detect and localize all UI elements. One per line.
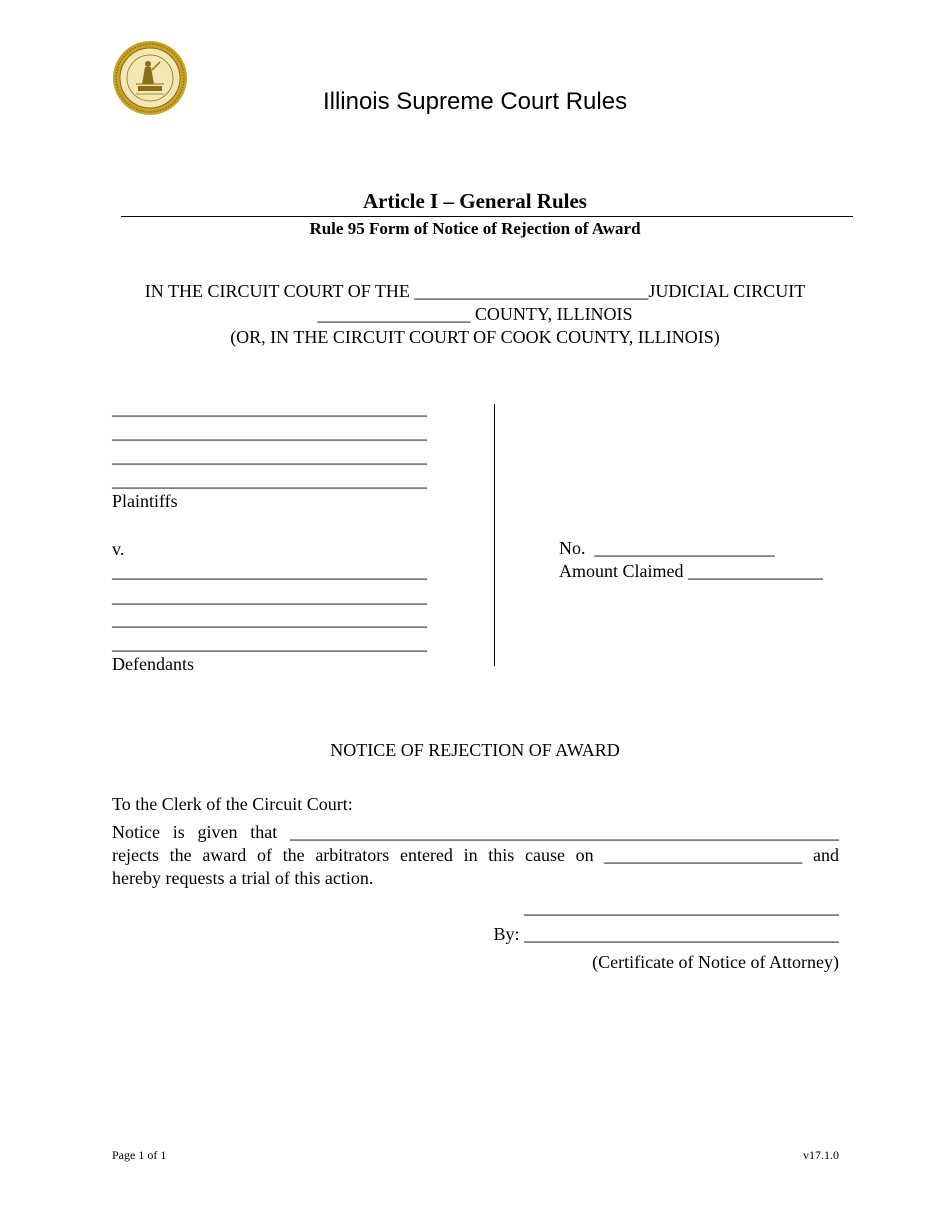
court-caption-line2: _________________ COUNTY, ILLINOIS — [317, 304, 633, 324]
court-caption-line1: IN THE CIRCUIT COURT OF THE __________________________JUDICIAL CIRCUIT — [144, 281, 806, 301]
plaintiff-line-4[interactable]: ___________________________________ — [112, 470, 427, 490]
page-number: Page 1 of 1 — [112, 1148, 167, 1162]
defendant-line-3[interactable]: ___________________________________ — [112, 609, 427, 629]
caption-divider — [494, 404, 495, 666]
notice-word: that — [250, 822, 278, 842]
notice-title: NOTICE OF REJECTION OF AWARD — [330, 740, 620, 760]
versus-label: v. — [112, 539, 125, 559]
signature-line[interactable]: ___________________________________ — [524, 897, 839, 917]
rule-subtitle: Rule 95 Form of Notice of Rejection of Award — [309, 219, 641, 238]
notice-word: rejects — [112, 845, 159, 865]
notice-line-3: hereby requests a trial of this action. — [112, 868, 374, 888]
notice-word: on — [575, 845, 594, 865]
party-name-blank[interactable]: _____________________________________________________________ — [290, 822, 839, 842]
notice-word: entered — [399, 845, 453, 865]
heading-divider — [121, 216, 853, 217]
notice-word: in — [463, 845, 478, 865]
amount-claimed-field[interactable]: Amount Claimed _______________ — [559, 561, 823, 581]
version-label: v17.1.0 — [803, 1148, 839, 1162]
defendant-line-4[interactable]: ___________________________________ — [112, 633, 427, 653]
plaintiff-line-1[interactable]: ___________________________________ — [112, 398, 427, 418]
case-number-field[interactable]: No. ____________________ — [559, 538, 775, 558]
defendant-line-2[interactable]: ___________________________________ — [112, 586, 427, 606]
certificate-label: (Certificate of Notice of Attorney) — [592, 952, 839, 972]
notice-word: of — [256, 845, 272, 865]
notice-line-1 — [112, 822, 839, 843]
salutation: To the Clerk of the Circuit Court: — [112, 794, 353, 814]
notice-word: and — [812, 845, 839, 865]
notice-word: arbitrators — [315, 845, 390, 865]
plaintiffs-label: Plaintiffs — [112, 491, 178, 511]
notice-word: this — [488, 845, 515, 865]
notice-word: the — [169, 845, 192, 865]
court-caption-line3: (OR, IN THE CIRCUIT COURT OF COOK COUNTY, ILLINOIS) — [230, 327, 720, 347]
notice-word: the — [282, 845, 305, 865]
notice-word: award — [202, 845, 247, 865]
plaintiff-line-2[interactable]: ___________________________________ — [112, 422, 427, 442]
notice-word: given — [197, 822, 238, 842]
by-signature-line[interactable]: By: ___________________________________ — [493, 924, 839, 944]
award-date-blank[interactable]: ______________________ — [604, 845, 803, 865]
article-heading: Article I – General Rules — [363, 189, 587, 213]
notice-line-2 — [112, 845, 839, 866]
notice-word: Notice — [112, 822, 160, 842]
notice-word: is — [172, 822, 185, 842]
header-title: Illinois Supreme Court Rules — [322, 88, 628, 115]
defendants-label: Defendants — [112, 654, 194, 674]
plaintiff-line-3[interactable]: ___________________________________ — [112, 446, 427, 466]
notice-word: cause — [524, 845, 565, 865]
defendant-line-1[interactable]: ___________________________________ — [112, 561, 427, 581]
